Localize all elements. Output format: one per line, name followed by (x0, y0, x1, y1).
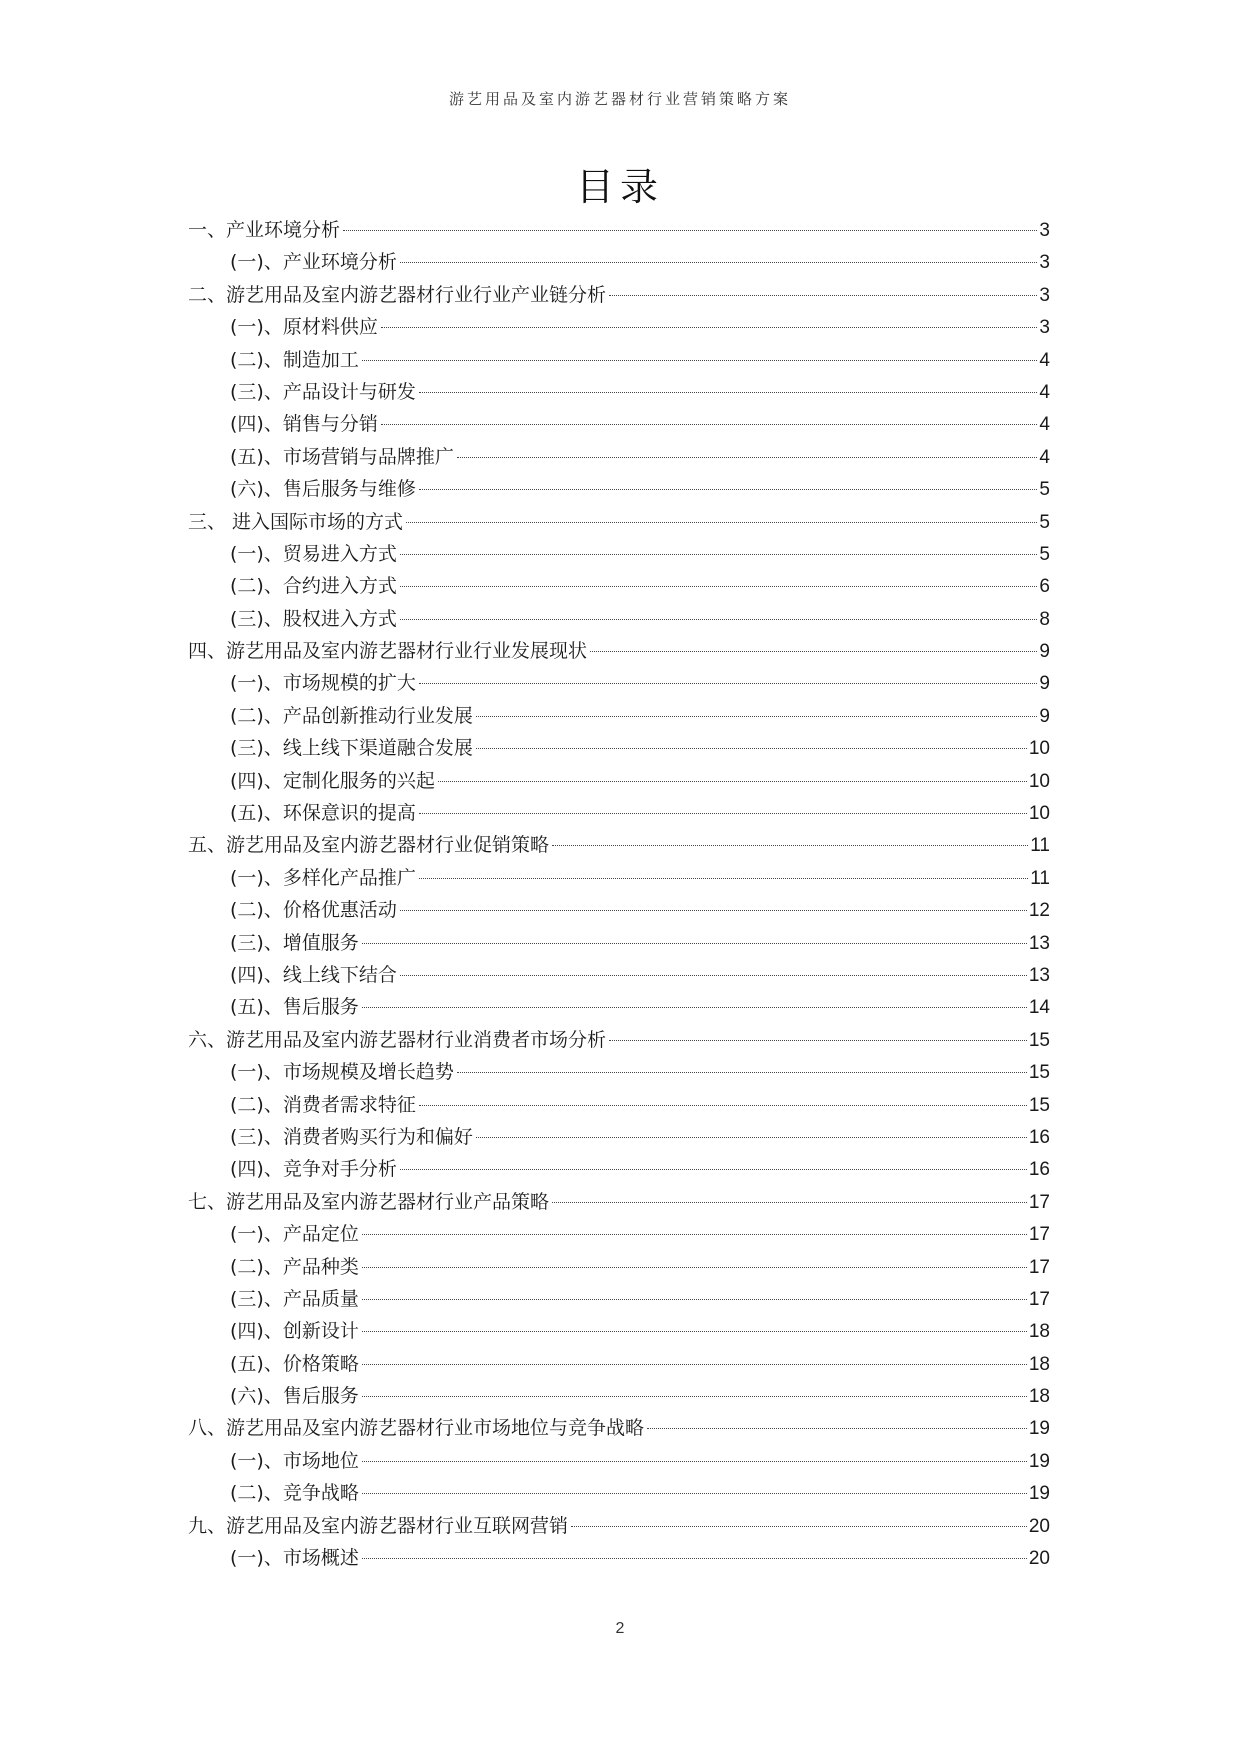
toc-entry-section[interactable] (188, 700, 1050, 732)
dot-leader (362, 943, 1027, 944)
toc-entry-label: (四)、创新设计 (230, 1320, 359, 1343)
toc-entry-section[interactable] (188, 1218, 1050, 1250)
toc-entry-section[interactable] (188, 862, 1050, 894)
dot-leader (400, 554, 1038, 555)
toc-entry-section[interactable] (188, 667, 1050, 699)
toc-entry-label: (三)、消费者购买行为和偏好 (230, 1125, 473, 1148)
toc-entry-section[interactable] (188, 1348, 1050, 1380)
dot-leader (571, 1526, 1027, 1527)
dot-leader (362, 1234, 1027, 1235)
toc-entry-section[interactable] (188, 473, 1050, 505)
toc-entry-page-number: 20 (1028, 1548, 1050, 1570)
dot-leader (400, 910, 1027, 911)
toc-entry-page-number: 17 (1028, 1224, 1050, 1246)
toc-entry-page-number: 10 (1028, 738, 1050, 760)
dot-leader (362, 1396, 1027, 1397)
toc-entry-page-number: 17 (1028, 1256, 1050, 1278)
dot-leader (419, 392, 1038, 393)
toc-entry-page-number: 13 (1028, 932, 1050, 954)
toc-entry-page-number: 10 (1028, 803, 1050, 825)
dot-leader (400, 975, 1027, 976)
toc-entry-page-number: 4 (1039, 381, 1050, 403)
toc-entry-section[interactable] (188, 765, 1050, 797)
toc-entry-section[interactable] (188, 408, 1050, 440)
toc-entry-chapter[interactable] (188, 1510, 1050, 1542)
dot-leader (362, 1331, 1027, 1332)
toc-entry-section[interactable] (188, 376, 1050, 408)
dot-leader (400, 619, 1038, 620)
toc-entry-page-number: 4 (1039, 446, 1050, 468)
dot-leader (400, 1169, 1027, 1170)
toc-entry-page-number: 3 (1039, 220, 1050, 241)
toc-entry-page-number: 14 (1028, 997, 1050, 1019)
toc-entry-section[interactable] (188, 538, 1050, 570)
toc-entry-section[interactable] (188, 1089, 1050, 1121)
toc-entry-label: (一)、市场概述 (230, 1547, 359, 1570)
toc-entry-section[interactable] (188, 1153, 1050, 1185)
toc-entry-page-number: 15 (1028, 1029, 1050, 1051)
toc-entry-section[interactable] (188, 1445, 1050, 1477)
toc-entry-label: 七、游艺用品及室内游艺器材行业产品策略 (188, 1190, 550, 1213)
toc-entry-page-number: 17 (1028, 1288, 1050, 1310)
toc-entry-page-number: 8 (1039, 608, 1050, 630)
toc-entry-label: (六)、售后服务 (230, 1385, 359, 1408)
toc-entry-page-number: 4 (1039, 414, 1050, 436)
toc-entry-section[interactable] (188, 246, 1050, 278)
toc-entry-page-number: 11 (1030, 835, 1050, 857)
dot-leader (362, 1299, 1027, 1300)
toc-entry-label: (四)、竞争对手分析 (230, 1158, 397, 1181)
toc-entry-section[interactable] (188, 1477, 1050, 1509)
toc-entry-page-number: 19 (1028, 1483, 1050, 1505)
toc-entry-section[interactable] (188, 1315, 1050, 1347)
toc-entry-label: 一、产业环境分析 (188, 219, 341, 241)
toc-entry-label: (五)、价格策略 (230, 1352, 359, 1375)
toc-entry-label: 三、 进入国际市场的方式 (188, 510, 404, 533)
toc-entry-chapter[interactable] (188, 279, 1050, 311)
toc-entry-label: (一)、市场地位 (230, 1449, 359, 1472)
toc-entry-page-number: 19 (1028, 1450, 1050, 1472)
toc-entry-label: (五)、环保意识的提高 (230, 802, 416, 825)
dot-leader (400, 586, 1038, 587)
toc-entry-chapter[interactable] (188, 506, 1050, 538)
toc-entry-label: (一)、多样化产品推广 (230, 866, 416, 889)
dot-leader (476, 1137, 1027, 1138)
toc-entry-label: (一)、产业环境分析 (230, 251, 397, 274)
toc-entry-section[interactable] (188, 797, 1050, 829)
toc-entry-page-number: 5 (1039, 543, 1050, 565)
toc-entry-page-number: 3 (1039, 252, 1050, 274)
toc-entry-label: 五、游艺用品及室内游艺器材行业促销策略 (188, 834, 550, 857)
toc-entry-chapter[interactable] (188, 214, 1050, 246)
dot-leader (476, 716, 1038, 717)
toc-entry-section[interactable] (188, 311, 1050, 343)
toc-entry-section[interactable] (188, 344, 1050, 376)
toc-entry-chapter[interactable] (188, 1024, 1050, 1056)
toc-entry-page-number: 4 (1039, 349, 1050, 371)
toc-entry-label: (四)、定制化服务的兴起 (230, 769, 435, 792)
toc-entry-page-number: 13 (1028, 964, 1050, 986)
dot-leader (362, 1558, 1027, 1559)
toc-entry-label: (五)、售后服务 (230, 996, 359, 1019)
toc-entry-chapter[interactable] (188, 635, 1050, 667)
toc-entry-page-number: 5 (1039, 511, 1050, 533)
dot-leader (381, 327, 1038, 328)
dot-leader (362, 1364, 1027, 1365)
toc-entry-label: 九、游艺用品及室内游艺器材行业互联网营销 (188, 1514, 569, 1537)
toc-title: 目录 (575, 165, 664, 209)
toc-entry-section[interactable] (188, 441, 1050, 473)
dot-leader (419, 489, 1038, 490)
dot-leader (609, 295, 1037, 296)
toc-entry-section[interactable] (188, 1251, 1050, 1283)
toc-entry-page-number: 16 (1028, 1159, 1050, 1181)
dot-leader (419, 1105, 1027, 1106)
dot-leader (400, 262, 1038, 263)
dot-leader (343, 230, 1037, 231)
dot-leader (362, 1493, 1027, 1494)
toc-entry-label: (三)、线上线下渠道融合发展 (230, 737, 473, 760)
running-header: 游艺用品及室内游艺器材行业营销策略方案 (448, 90, 791, 108)
toc-entry-page-number: 15 (1028, 1094, 1050, 1116)
dot-leader (419, 878, 1028, 879)
toc-entry-section[interactable] (188, 1542, 1050, 1574)
dot-leader (406, 522, 1037, 523)
toc-entry-page-number: 16 (1028, 1126, 1050, 1148)
dot-leader (476, 748, 1027, 749)
dot-leader (647, 1428, 1027, 1429)
toc-entry-label: (三)、产品设计与研发 (230, 380, 416, 403)
dot-leader (362, 1007, 1027, 1008)
toc-entry-label: (二)、产品种类 (230, 1255, 359, 1278)
toc-entry-label: (二)、制造加工 (230, 348, 359, 371)
toc-entry-label: (一)、贸易进入方式 (230, 542, 397, 565)
toc-entry-page-number: 3 (1039, 317, 1050, 339)
toc-entry-label: (二)、产品创新推动行业发展 (230, 704, 473, 727)
toc-entry-page-number: 10 (1028, 770, 1050, 792)
dot-leader (362, 1267, 1027, 1268)
toc-entry-page-number: 18 (1028, 1321, 1050, 1343)
dot-leader (457, 457, 1038, 458)
toc-entry-section[interactable] (188, 1380, 1050, 1412)
toc-entry-section[interactable] (188, 1056, 1050, 1088)
toc-entry-section[interactable] (188, 959, 1050, 991)
dot-leader (609, 1040, 1027, 1041)
dot-leader (552, 845, 1028, 846)
toc-entry-label: (二)、价格优惠活动 (230, 899, 397, 922)
toc-entry-page-number: 9 (1039, 641, 1050, 663)
dot-leader (362, 360, 1038, 361)
table-of-contents (188, 214, 1050, 1574)
toc-entry-page-number: 9 (1039, 673, 1050, 695)
toc-entry-label: (一)、产品定位 (230, 1223, 359, 1246)
toc-entry-label: 四、游艺用品及室内游艺器材行业行业发展现状 (188, 640, 588, 663)
toc-entry-page-number: 12 (1028, 900, 1050, 922)
toc-entry-chapter[interactable] (188, 829, 1050, 861)
toc-entry-label: (六)、售后服务与维修 (230, 478, 416, 501)
toc-entry-page-number: 6 (1039, 576, 1050, 598)
toc-entry-page-number: 20 (1028, 1515, 1050, 1537)
toc-entry-section[interactable] (188, 1283, 1050, 1315)
dot-leader (419, 683, 1038, 684)
dot-leader (362, 1461, 1027, 1462)
toc-entry-label: (五)、市场营销与品牌推广 (230, 445, 454, 468)
toc-entry-label: (三)、增值服务 (230, 931, 359, 954)
page-number: 2 (615, 1620, 625, 1637)
toc-entry-label: (四)、线上线下结合 (230, 963, 397, 986)
toc-entry-page-number: 18 (1028, 1386, 1050, 1408)
toc-entry-label: (二)、合约进入方式 (230, 575, 397, 598)
toc-entry-label: (四)、销售与分销 (230, 413, 378, 436)
dot-leader (419, 813, 1027, 814)
toc-entry-page-number: 18 (1028, 1353, 1050, 1375)
toc-entry-page-number: 3 (1039, 284, 1050, 306)
toc-entry-label: 八、游艺用品及室内游艺器材行业市场地位与竞争战略 (188, 1417, 645, 1440)
toc-entry-section[interactable] (188, 603, 1050, 635)
toc-entry-page-number: 11 (1030, 867, 1050, 889)
toc-entry-label: (一)、原材料供应 (230, 316, 378, 339)
dot-leader (438, 781, 1027, 782)
dot-leader (457, 1072, 1027, 1073)
dot-leader (381, 424, 1038, 425)
toc-entry-label: (三)、股权进入方式 (230, 607, 397, 630)
toc-entry-section[interactable] (188, 1121, 1050, 1153)
toc-entry-label: 六、游艺用品及室内游艺器材行业消费者市场分析 (188, 1028, 607, 1051)
toc-entry-page-number: 17 (1028, 1191, 1050, 1213)
toc-entry-chapter[interactable] (188, 1186, 1050, 1218)
toc-entry-label: (二)、消费者需求特征 (230, 1093, 416, 1116)
toc-entry-chapter[interactable] (188, 1412, 1050, 1444)
toc-entry-section[interactable] (188, 732, 1050, 764)
toc-entry-label: 二、游艺用品及室内游艺器材行业行业产业链分析 (188, 283, 607, 306)
toc-entry-label: (一)、市场规模及增长趋势 (230, 1061, 454, 1084)
toc-entry-section[interactable] (188, 894, 1050, 926)
toc-entry-page-number: 5 (1039, 479, 1050, 501)
toc-entry-page-number: 19 (1028, 1418, 1050, 1440)
toc-entry-page-number: 15 (1028, 1062, 1050, 1084)
toc-entry-section[interactable] (188, 927, 1050, 959)
dot-leader (552, 1202, 1027, 1203)
toc-entry-label: (一)、市场规模的扩大 (230, 672, 416, 695)
toc-entry-label: (三)、产品质量 (230, 1287, 359, 1310)
toc-entry-section[interactable] (188, 991, 1050, 1023)
toc-entry-label: (二)、竞争战略 (230, 1482, 359, 1505)
toc-entry-page-number: 9 (1039, 705, 1050, 727)
toc-entry-section[interactable] (188, 570, 1050, 602)
dot-leader (590, 651, 1037, 652)
